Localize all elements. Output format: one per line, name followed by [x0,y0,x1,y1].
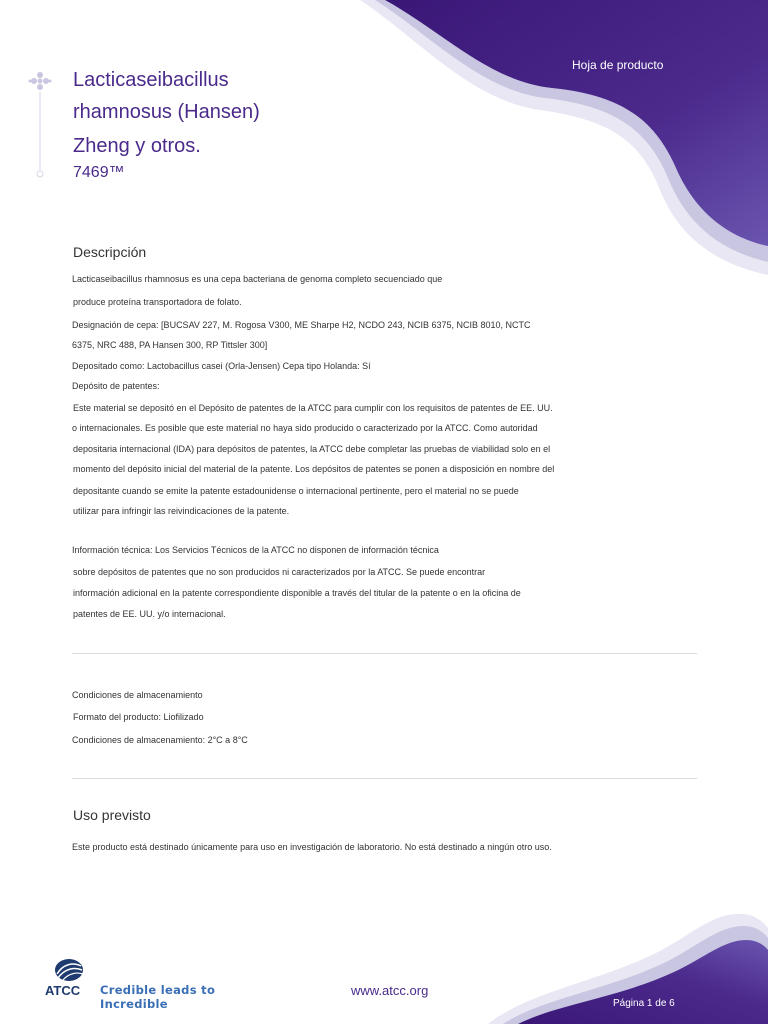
description-line: Designación de cepa: [BUCSAV 227, M. Rogosa V300, ME Sharpe H2, NCDO 243, NCIB 6375, NCIB 8010, NCTC [72,320,531,330]
product-title-line-1: Lacticaseibacillus [73,69,229,91]
product-title [73,64,260,162]
description-line: 6375, NRC 488, PA Hansen 300, RP Tittsler 300] [72,340,268,350]
description-line: Depósito de patentes: [72,381,160,391]
page-number: Página 1 de 6 [613,998,675,1009]
tech-info-line: patentes de EE. UU. y/o internacional. [73,609,226,619]
description-line: depositaria internacional (IDA) para depósitos de patentes, la ATCC debe completar las pruebas de viabilidad solo en el [73,444,551,454]
tech-info-line: información adicional en la patente correspondiente disponible a través del titular de la patente o en la oficina de [73,588,521,598]
description-line: Depositado como: Lactobacillus casei (Orla-Jensen) Cepa tipo Holanda: Sí [72,361,371,371]
description-line: produce proteína transportadora de folato. [73,297,242,307]
description-line: Este material se depositó en el Depósito de patentes de la ATCC para cumplir con los requisitos de patentes de EE. UU. [73,403,553,413]
description-line: Lacticaseibacillus rhamnosus es una cepa bacteriana de genoma completo secuenciado que [72,274,443,284]
description-line: momento del depósito inicial del material de la patente. Los depósitos de patentes se ponen a disposición en nombre del [73,464,555,474]
product-format: Formato del producto: Liofilizado [73,712,204,722]
atcc-globe-icon [49,958,85,982]
section-divider [72,778,697,779]
intended-use-heading: Uso previsto [73,807,151,823]
description-line: o internacionales. Es posible que este material no haya sido producido o caracterizado por la ATCC. Como autoridad [72,423,538,433]
tech-info-line: Información técnica: Los Servicios Técnicos de la ATCC no disponen de información técnica [72,545,439,555]
atcc-logo[interactable] [45,958,285,1011]
catalog-number: 7469™ [73,164,125,181]
description-line: utilizar para infringir las reivindicaciones de la patente. [73,506,290,516]
section-divider [72,653,697,654]
atcc-emblem-icon [24,66,56,180]
product-sheet-label: Hoja de producto [572,58,664,72]
storage-conditions: Condiciones de almacenamiento: 2°C a 8°C [72,735,248,745]
product-title-line-2: rhamnosus (Hansen) [73,101,260,123]
atcc-brand-text: ATCC [45,983,81,998]
product-title-line-3: Zheng y otros. [73,135,201,157]
description-heading: Descripción [73,244,147,260]
description-line: depositante cuando se emite la patente estadounidense o internacional pertinente, pero el material no se puede [73,486,519,496]
storage-heading: Condiciones de almacenamiento [72,690,203,700]
tech-info-line: sobre depósitos de patentes que no son producidos ni caracterizados por la ATCC. Se puede encontrar [73,567,486,577]
intended-use-text: Este producto está destinado únicamente para uso en investigación de laboratorio. No está destinado a ningún otro uso. [72,842,552,852]
atcc-tagline: Credible leads to Incredible [100,983,216,1011]
website-link[interactable]: www.atcc.org [351,983,429,998]
